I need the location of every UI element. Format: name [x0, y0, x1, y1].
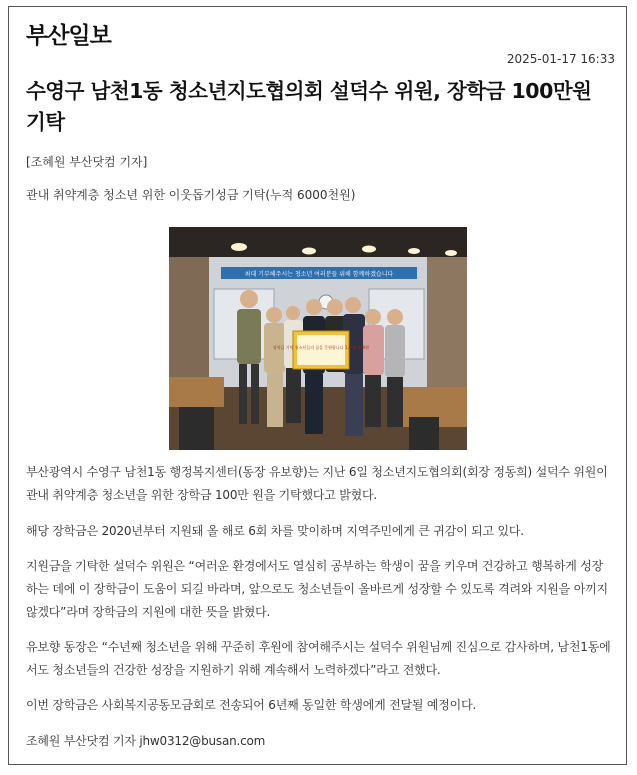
article-paragraph: 유보향 동장은 “수년째 청소년을 위해 꾸준히 후원에 참여해주시는 설덕수 위원님께 진심으로 감사하며, 남천1동에서도 청소년들의 건강한 성장을 지원하기 위해 계속해서 노력하겠다”라고 전했다.: [26, 640, 611, 677]
article-paragraph: 이번 장학금은 사회복지공동모금회로 전송되어 6년째 동일한 학생에게 전달될 예정이다.: [26, 698, 477, 712]
article-paragraph: 부산광역시 수영구 남천1동 행정복지센터(동장 유보향)는 지난 6일 청소년지도협의회(회장 정동희) 설덕수 위원이 관내 취약계층 청소년을 위한 장학금 100만 원을 기탁했다고 밝혔다.: [26, 465, 608, 502]
article-byline[interactable]: 조혜원 부산닷컴 기자 jhw0312@busan.com: [26, 734, 266, 748]
newspaper-logo[interactable]: 부산일보: [26, 23, 111, 49]
reporter-tag: [조혜원 부산닷컴 기자]: [26, 155, 148, 169]
publish-datetime: 2025-01-17 16:33: [506, 52, 615, 66]
photo-banner-text: 최대 기부해주시는 청소년 여러분들 위해 함께하겠습니다: [244, 271, 394, 278]
article-paragraph: 해당 장학금은 2020년부터 지원돼 올 해로 6회 차를 맞이하며 지역주민에게 큰 귀감이 되고 있다.: [26, 524, 524, 538]
article-paragraph: 지원금을 기탁한 설덕수 위원은 “여러운 환경에서도 열심히 공부하는 학생이 꿈을 키우며 건강하고 행복하게 성장하는 데에 이 장학금이 도움이 되길 바라며, 앞으로도 청소년들이 올바르게 성장할 수 있도록 격려와 지원을 아끼지 않겠다”라며 장학금의 지원에 대한 뜻을 밝혔다.: [26, 559, 608, 619]
article-subtitle: 관내 취약계층 청소년 위한 이웃돕기성금 기탁(누적 6000천원): [26, 188, 356, 202]
article-title: 수영구 남천1동 청소년지도협의회 설덕수 위원, 장학금 100만원 기탁: [26, 79, 592, 134]
article-photo: [169, 227, 467, 450]
photo-board-text: 장학금 기탁 청소년들의 꿈을 응원합니다 1,000,000원: [272, 345, 370, 350]
